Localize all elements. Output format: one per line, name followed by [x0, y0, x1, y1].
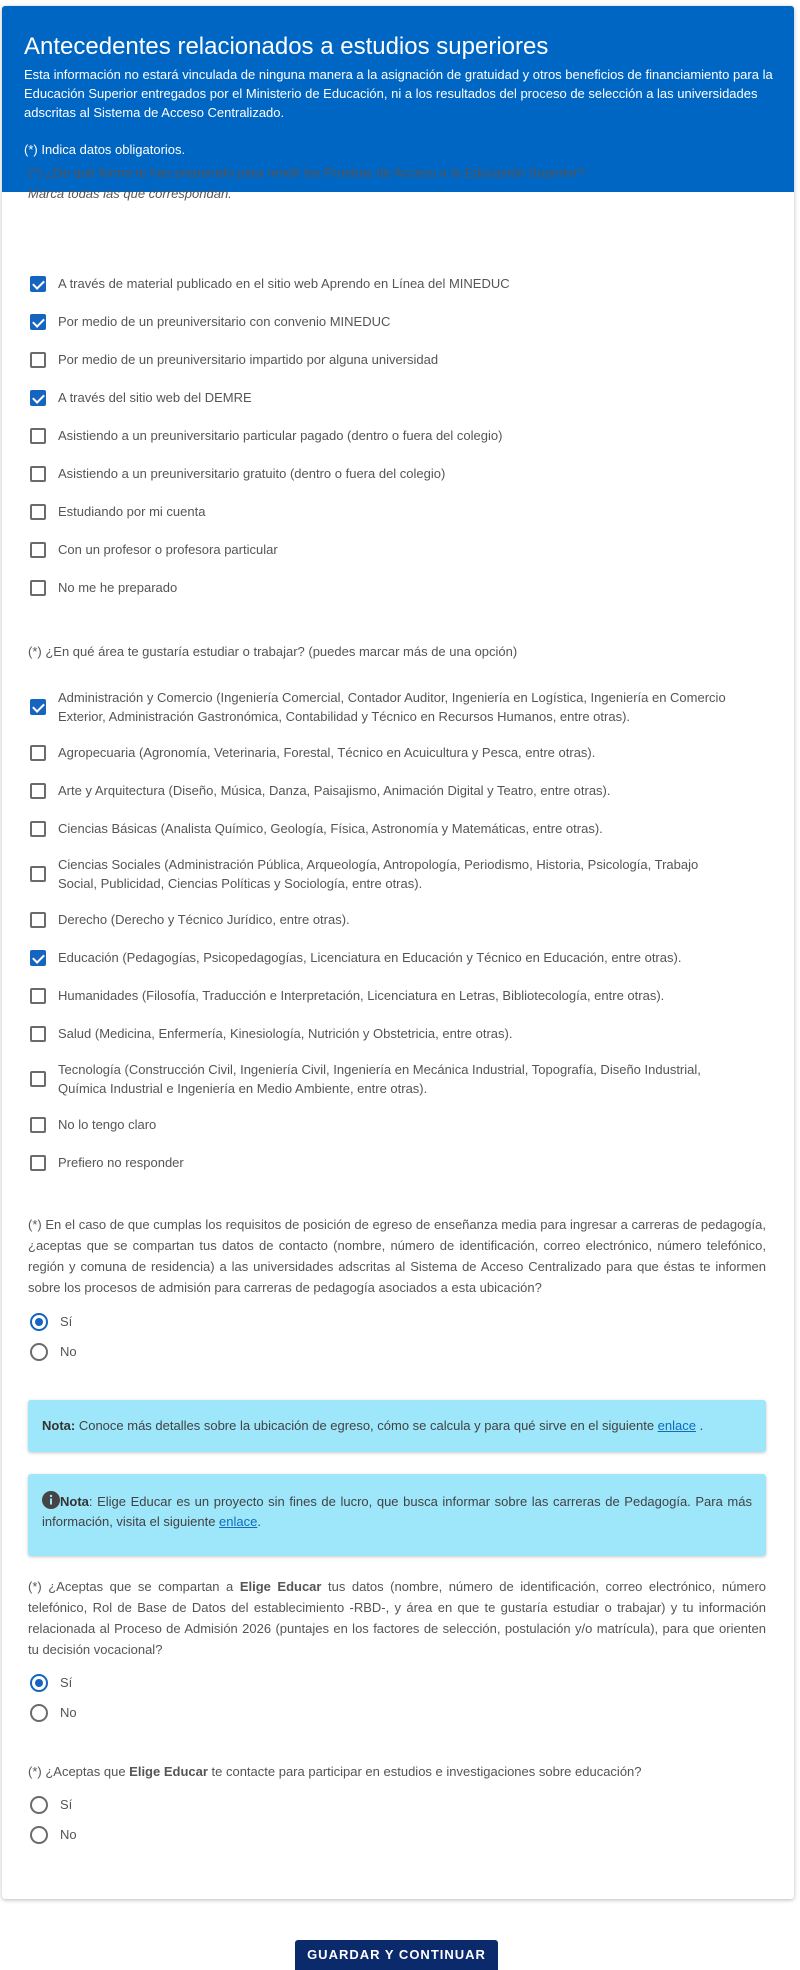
radio-option-no[interactable] — [30, 1825, 730, 1844]
option-label: Humanidades (Filosofía, Traducción e Interpretación, Licenciatura en Letras, Bibliotecología, entre otras). — [58, 988, 665, 1003]
option-label: Arte y Arquitectura (Diseño, Música, Danza, Paisajismo, Animación Digital y Teatro, entre otras). — [58, 783, 611, 798]
area-option[interactable] — [30, 948, 730, 967]
preparation-option[interactable] — [30, 274, 730, 293]
checkbox[interactable] — [30, 276, 46, 292]
option-label: Agropecuaria (Agronomía, Veterinaria, Forestal, Técnico en Acuicultura y Pesca, entre otras). — [58, 745, 596, 760]
checkbox[interactable] — [30, 745, 46, 761]
checkbox[interactable] — [30, 352, 46, 368]
question-research-contact — [28, 1761, 766, 1782]
radio-label: Sí — [60, 1314, 73, 1329]
note-label: Nota: — [42, 1418, 76, 1433]
question-area: (*) ¿En qué área te gustaría estudiar o trabajar? (puedes marcar más de una opción) — [28, 644, 518, 659]
preparation-option[interactable] — [30, 540, 730, 559]
option-label: A través de material publicado en el sitio web Aprendo en Línea del MINEDUC — [58, 276, 510, 291]
save-continue-button[interactable]: GUARDAR Y CONTINUAR — [295, 1940, 498, 1970]
option-label: Tecnología (Construcción Civil, Ingeniería Civil, Ingeniería en Mecánica Industrial, Topografía, Diseño Industrial, Química Industrial e Ingeniería en Medio Ambiente, entre otras). — [58, 1062, 701, 1096]
option-label: No lo tengo claro — [58, 1117, 157, 1132]
preparation-option[interactable] — [30, 388, 730, 407]
radio-button[interactable] — [30, 1796, 48, 1814]
note-after: . — [257, 1514, 261, 1529]
option-label: Estudiando por mi cuenta — [58, 504, 206, 519]
radio-label: No — [60, 1827, 77, 1842]
option-label: Prefiero no responder — [58, 1155, 184, 1170]
area-option[interactable] — [30, 688, 730, 726]
note-text: Conoce más detalles sobre la ubicación de egreso, cómo se calcula y para qué sirve en el siguiente — [75, 1418, 658, 1433]
info-icon — [42, 1491, 60, 1509]
q-bold: Elige Educar — [239, 1579, 322, 1594]
radio-button[interactable] — [30, 1826, 48, 1844]
option-label: Por medio de un preuniversitario con convenio MINEDUC — [58, 314, 391, 329]
header-description: Esta información no estará vinculada de ninguna manera a la asignación de gratuidad y otros beneficios de financiamiento para la Educación Superior entregados por el Ministerio de Educación, ni a los resultados del proceso de selección a las universidades adscritas al Sistema de Acceso Centralizado. — [24, 67, 773, 120]
checkbox[interactable] — [30, 988, 46, 1004]
option-label: Ciencias Básicas (Analista Químico, Geología, Física, Astronomía y Matemáticas, entre otras). — [58, 821, 603, 836]
area-option[interactable] — [30, 1115, 730, 1134]
checkbox[interactable] — [30, 950, 46, 966]
question-share-elige-educar — [28, 1576, 766, 1660]
q-pre: (*) ¿Aceptas que — [28, 1764, 130, 1779]
checkbox[interactable] — [30, 1026, 46, 1042]
option-label: Asistiendo a un preuniversitario particular pagado (dentro o fuera del colegio) — [58, 428, 503, 443]
area-option[interactable] — [30, 986, 730, 1005]
option-label: Educación (Pedagogías, Psicopedagogías, Licenciatura en Educación y Técnico en Educación, entre otras). — [58, 950, 682, 965]
radio-button[interactable] — [30, 1313, 48, 1331]
radio-option-no[interactable] — [30, 1342, 730, 1361]
checkbox[interactable] — [30, 866, 46, 882]
q-bold: Elige Educar — [129, 1764, 208, 1779]
area-option[interactable] — [30, 781, 730, 800]
note-elige-educar — [28, 1474, 766, 1556]
radio-option-yes[interactable] — [30, 1795, 730, 1814]
checkbox[interactable] — [30, 390, 46, 406]
preparation-option[interactable] — [30, 426, 730, 445]
required-note: (*) Indica datos obligatorios. — [24, 142, 186, 157]
checkbox[interactable] — [30, 912, 46, 928]
preparation-option[interactable] — [30, 502, 730, 521]
preparation-option[interactable] — [30, 464, 730, 483]
area-option[interactable] — [30, 910, 730, 929]
note-text: : Elige Educar es un proyecto sin fines de lucro, que busca informar sobre las carreras de Pedagogía. Para más información, visita el siguiente — [42, 1494, 752, 1529]
question-preparation-hint: Marca todas las que correspondan. — [28, 186, 232, 201]
checkbox[interactable] — [30, 428, 46, 444]
question-pedagogy-contact: (*) En el caso de que cumplas los requisitos de posición de egreso de enseñanza media para ingresar a carreras de pedagogía, ¿aceptas que se compartan tus datos de contacto (nombre, número de identificación, correo electrónico, número telefónico, región y comuna de residencia) a las universidades adscritas al Sistema de Acceso Centralizado para que éstas te informen sobre los procesos de admisión para carreras de pedagogía asociados a esta ubicación? — [28, 1217, 766, 1295]
radio-button[interactable] — [30, 1674, 48, 1692]
note-egress — [28, 1400, 766, 1452]
option-label: Con un profesor o profesora particular — [58, 542, 278, 557]
area-option[interactable] — [30, 855, 730, 893]
question-preparation-label: (*) ¿De qué forma te has preparado para rendir las Pruebas de Acceso a la Educación Superior? — [28, 165, 586, 180]
q-post: tus datos (nombre, número de identificación, correo electrónico, número telefónico, Rol de Base de Datos del establecimiento -RBD-, y área en que te gustaría estudiar o trabajar) y tu información relacionada al Proceso de Admisión 2026 (puntajes en los factores de selección, postulación y/o matrícula), para que orienten tu decisión vocacional? — [28, 1579, 766, 1657]
area-option[interactable] — [30, 1060, 730, 1098]
preparation-option[interactable] — [30, 350, 730, 369]
checkbox[interactable] — [30, 1117, 46, 1133]
area-option[interactable] — [30, 743, 730, 762]
preparation-option[interactable] — [30, 578, 730, 597]
radio-label: Sí — [60, 1797, 73, 1812]
question-preparation — [28, 162, 766, 204]
note-after: . — [695, 1418, 704, 1433]
note-label: Nota — [60, 1494, 89, 1509]
checkbox[interactable] — [30, 821, 46, 837]
radio-button[interactable] — [30, 1704, 48, 1722]
checkbox[interactable] — [30, 783, 46, 799]
checkbox[interactable] — [30, 314, 46, 330]
q-post: te contacte para participar en estudios e investigaciones sobre educación? — [207, 1764, 642, 1779]
radio-option-no[interactable] — [30, 1703, 730, 1722]
note-link[interactable]: enlace — [219, 1514, 258, 1529]
option-label: Salud (Medicina, Enfermería, Kinesiología, Nutrición y Obstetricia, entre otras). — [58, 1026, 513, 1041]
option-label: No me he preparado — [58, 580, 178, 595]
checkbox[interactable] — [30, 542, 46, 558]
radio-label: No — [60, 1344, 77, 1359]
radio-option-yes[interactable] — [30, 1312, 730, 1331]
area-option[interactable] — [30, 1153, 730, 1172]
area-option[interactable] — [30, 1024, 730, 1043]
note-link[interactable]: enlace — [657, 1418, 696, 1433]
radio-button[interactable] — [30, 1343, 48, 1361]
page-title: Antecedentes relacionados a estudios superiores — [24, 33, 549, 60]
option-label: Administración y Comercio (Ingeniería Comercial, Contador Auditor, Ingeniería en Logística, Ingeniería en Comercio Exterior, Administración Gastronómica, Contabilidad y Técnico en Recursos Humanos, entre otras). — [58, 690, 726, 724]
checkbox[interactable] — [30, 699, 46, 715]
option-label: A través del sitio web del DEMRE — [58, 390, 252, 405]
option-label: Ciencias Sociales (Administración Pública, Arqueología, Antropología, Periodismo, Historia, Psicología, Trabajo Social, Publicidad, Ciencias Políticas y Sociología, entre otras). — [58, 857, 699, 891]
option-label: Derecho (Derecho y Técnico Jurídico, entre otras). — [58, 912, 350, 927]
radio-label: Sí — [60, 1675, 73, 1690]
checkbox[interactable] — [30, 580, 46, 596]
preparation-option[interactable] — [30, 312, 730, 331]
checkbox[interactable] — [30, 1071, 46, 1087]
area-option[interactable] — [30, 819, 730, 838]
option-label: Asistiendo a un preuniversitario gratuito (dentro o fuera del colegio) — [58, 466, 446, 481]
q-pre: (*) ¿Aceptas que se compartan a — [28, 1579, 240, 1594]
checkbox[interactable] — [30, 1155, 46, 1171]
radio-option-yes[interactable] — [30, 1673, 730, 1692]
radio-label: No — [60, 1705, 77, 1720]
checkbox[interactable] — [30, 466, 46, 482]
checkbox[interactable] — [30, 504, 46, 520]
option-label: Por medio de un preuniversitario impartido por alguna universidad — [58, 352, 439, 367]
